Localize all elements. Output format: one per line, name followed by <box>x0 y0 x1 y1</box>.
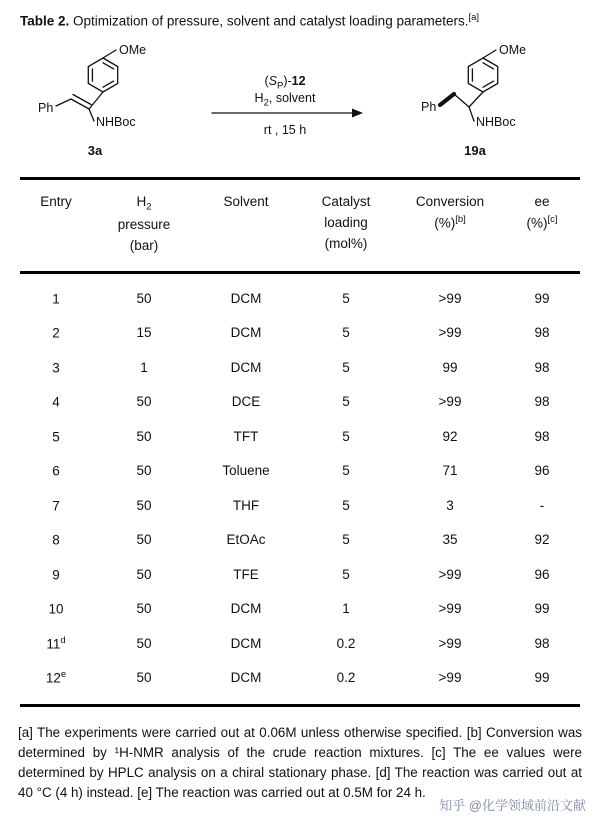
col-header-solvent: Solvent <box>223 193 269 209</box>
cell-entry: 1 <box>52 291 60 307</box>
cell-conversion: >99 <box>438 635 462 651</box>
cell-conversion: >99 <box>438 325 462 341</box>
cell-loading: 5 <box>342 359 350 375</box>
cell-ee: 99 <box>534 670 550 686</box>
table-row <box>20 419 580 454</box>
data-table <box>20 177 580 707</box>
reaction-scheme <box>0 33 600 173</box>
reactant-structure <box>38 43 146 158</box>
table-header <box>20 177 580 274</box>
cell-ee: 99 <box>534 290 550 306</box>
cell-pressure: 1 <box>140 359 148 375</box>
compound-label-19a: 19a <box>464 142 486 158</box>
cell-ee: 98 <box>534 325 550 341</box>
cell-conversion: 92 <box>442 428 458 444</box>
solvent-condition-label: $H_2$, solvent <box>254 90 316 109</box>
temperature-time-label: rt , 15 h <box>263 122 307 137</box>
cell-pressure: 50 <box>136 463 152 479</box>
cell-pressure: 50 <box>136 635 152 651</box>
cell-conversion: >99 <box>438 394 462 410</box>
cell-entry: 2 <box>52 325 60 341</box>
table-row <box>20 488 580 523</box>
cell-solvent: DCM <box>230 670 262 686</box>
cell-solvent: DCM <box>230 601 262 617</box>
cell-ee: 96 <box>534 566 550 582</box>
cell-entry: 7 <box>52 498 60 514</box>
cell-pressure: 50 <box>136 394 152 410</box>
cell-loading: 5 <box>342 532 350 548</box>
cell-conversion: >99 <box>438 290 462 306</box>
table-row <box>20 557 580 592</box>
cell-pressure: 50 <box>136 290 152 306</box>
col-header-conversion: Conversion (%)[b] <box>415 193 485 231</box>
nhboc-label: NHBoc <box>476 114 516 129</box>
cell-solvent: DCM <box>230 359 262 375</box>
cell-loading: 1 <box>342 601 350 617</box>
cell-conversion: >99 <box>438 670 462 686</box>
cell-entry: 4 <box>52 394 60 410</box>
watermark: 知乎 @化学领域前沿文献 <box>439 798 586 813</box>
cell-ee: 98 <box>534 635 550 651</box>
table-title-ref: [a] <box>468 12 480 23</box>
cell-solvent: Toluene <box>222 463 270 479</box>
cell-ee: 98 <box>534 359 550 375</box>
cell-conversion: >99 <box>438 601 462 617</box>
reaction-arrow-head <box>352 108 363 117</box>
h2-label: $H_2$ <box>136 193 152 213</box>
ome-label: OMe <box>119 42 147 57</box>
cell-pressure: 50 <box>136 532 152 548</box>
table-body <box>20 274 580 707</box>
cell-solvent: DCE <box>231 394 261 410</box>
col-header-entry-label: Entry <box>40 193 72 209</box>
table-row <box>20 522 580 557</box>
cell-loading: 5 <box>342 497 350 513</box>
table-title-text: Optimization of pressure, solvent and catalyst loading parameters. <box>69 13 469 29</box>
cell-loading: 5 <box>342 566 350 582</box>
cell-ee: 98 <box>534 428 550 444</box>
cell-entry: 3 <box>52 360 60 376</box>
table-row <box>20 591 580 626</box>
cell-pressure: 50 <box>136 601 152 617</box>
cell-conversion: 71 <box>442 463 458 479</box>
table-row <box>20 660 580 695</box>
cell-solvent: TFT <box>233 428 259 444</box>
cell-entry: 11$^d$ <box>46 634 66 652</box>
cell-ee: 99 <box>534 601 550 617</box>
cell-entry: 10 <box>48 601 64 617</box>
benzene-ring <box>468 58 497 92</box>
cell-loading: 0.2 <box>336 670 356 686</box>
table-row <box>20 384 580 419</box>
cell-loading: 5 <box>342 463 350 479</box>
cell-entry: 6 <box>52 463 60 479</box>
cell-conversion: 35 <box>442 532 458 548</box>
col-header-entry <box>20 192 92 257</box>
benzene-ring <box>88 58 117 92</box>
cell-conversion: 3 <box>446 497 454 513</box>
cell-pressure: 50 <box>136 428 152 444</box>
reaction-conditions <box>212 74 363 137</box>
catalyst-label: $(S_P)-12$ <box>264 73 306 92</box>
cell-pressure: 50 <box>136 670 152 686</box>
cell-pressure: 50 <box>136 497 152 513</box>
ome-label: OMe <box>499 42 527 57</box>
col-header-pressure: $H_2$ pressure (bar) <box>117 193 171 254</box>
cell-entry: 12e <box>45 669 67 686</box>
cell-loading: 5 <box>342 325 350 341</box>
cell-conversion: 99 <box>442 359 458 375</box>
footnotes: [a] The experiments were carried out at 0.06M unless otherwise specified. [b] Conversion was determined by ¹H-NMR analysis of the crude reaction mixtures. [c] The ee values were determined by HPLC analysis on a chiral stationary phase. [d] The reaction was carried out at 40 °C (4 h) instead. [e] The reaction was carried out at 0.5M for 24 h. <box>18 724 582 801</box>
cell-ee: 92 <box>534 532 550 548</box>
cell-solvent: TFE <box>233 566 259 582</box>
col-header-loading: Catalyst loading (mol%) <box>321 193 371 251</box>
cell-entry: 9 <box>52 567 60 583</box>
table-title-label: Table 2. <box>20 13 70 29</box>
cell-solvent: DCM <box>230 290 262 306</box>
cell-loading: 5 <box>342 290 350 306</box>
cell-solvent: EtOAc <box>226 532 266 548</box>
cell-entry: 8 <box>52 532 60 548</box>
cell-ee: 96 <box>534 463 550 479</box>
cell-solvent: THF <box>232 497 260 513</box>
table-row <box>20 350 580 385</box>
col-header-ee: ee (%)[c] <box>526 193 558 231</box>
cell-loading: 5 <box>342 428 350 444</box>
nhboc-label: NHBoc <box>96 114 136 129</box>
table-row <box>20 626 580 661</box>
table-row <box>20 281 580 316</box>
cell-loading: 5 <box>342 394 350 410</box>
wedge-bond <box>440 94 454 105</box>
product-structure <box>421 43 526 158</box>
table-row <box>20 453 580 488</box>
table-row <box>20 315 580 350</box>
compound-label-3a: 3a <box>87 142 103 158</box>
cell-ee: 98 <box>534 394 550 410</box>
cell-solvent: DCM <box>230 325 262 341</box>
cell-ee: - <box>539 497 545 513</box>
cell-solvent: DCM <box>230 635 262 651</box>
cell-pressure: 15 <box>136 325 152 341</box>
cell-pressure: 50 <box>136 566 152 582</box>
ph-label: Ph <box>38 100 54 115</box>
cell-entry: 5 <box>52 429 60 445</box>
cell-conversion: >99 <box>438 566 462 582</box>
table-title <box>0 0 600 31</box>
cell-loading: 0.2 <box>336 635 356 651</box>
ph-label: Ph <box>421 99 437 114</box>
